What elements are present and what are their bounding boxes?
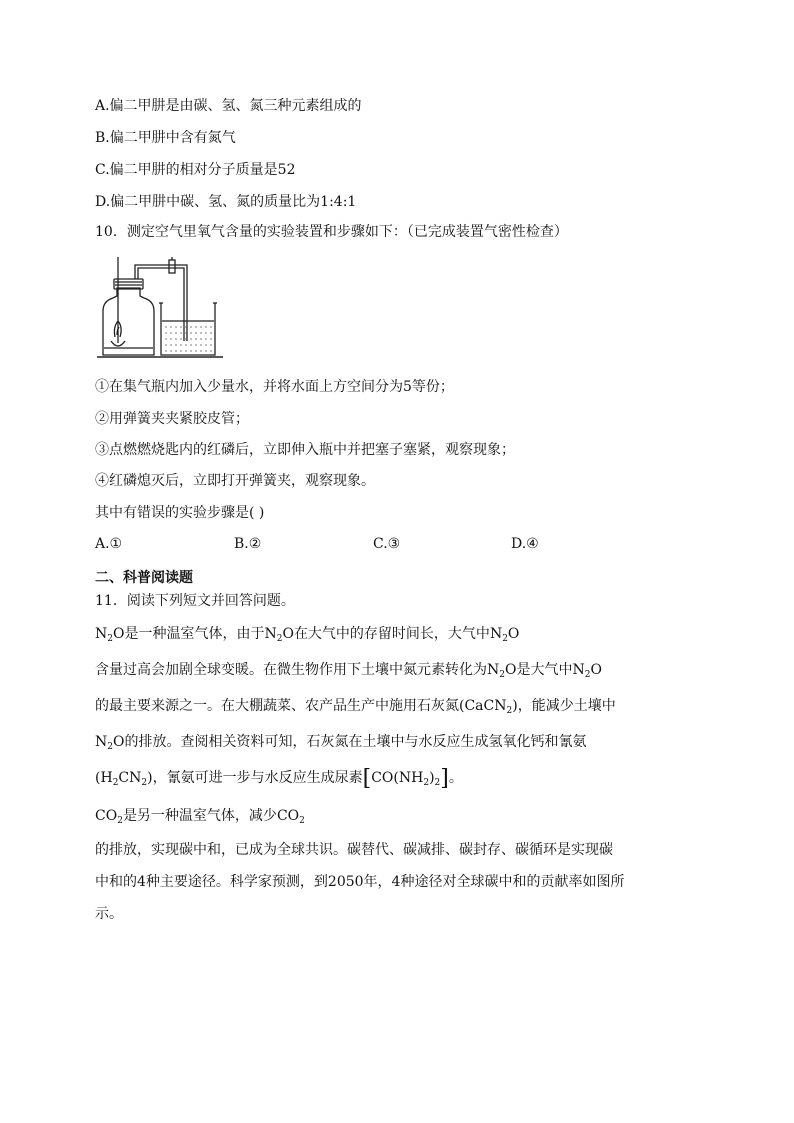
- q10-stem: 10．测定空气里氧气含量的实验装置和步骤如下：（已完成装置气密性检查）: [95, 224, 568, 240]
- q11-p1-line1: $N_2O$是一种温室气体，由于$N_2O$在大气中的存留时间长，大气中$N_2O$: [95, 626, 520, 644]
- q11-p1-line3: 的最主要来源之一。在大棚蔬菜、农产品生产中施用石灰氮(CaCN$_2$)，能减少土壤中: [95, 698, 616, 716]
- formula-n2o: $N_2O$: [264, 626, 294, 644]
- formula-co2: $CO_2$: [95, 808, 123, 826]
- formula-n2o: $N_2O$: [95, 734, 125, 752]
- q9-option-a: A.偏二甲肼是由碳、氢、氮三种元素组成的: [95, 98, 362, 114]
- section-heading: 二、科普阅读题: [95, 570, 193, 586]
- q11-stem: 11．阅读下列短文并回答问题。: [95, 593, 295, 609]
- q11-p2-line2: 的排放，实现碳中和，已成为全球共识。碳替代、碳减排、碳封存、碳循环是实现碳: [95, 842, 613, 858]
- formula-n2o: $N_2O$: [95, 626, 125, 644]
- q10-option-a: A.①: [95, 536, 123, 552]
- formula-n2o: $N_2O$: [572, 662, 602, 680]
- q11-p2-line3: 中和的4种主要途径。科学家预测，到2050年，4种途径对全球碳中和的贡献率如图所: [95, 874, 625, 890]
- formula-h2cn2: $(H_2CN_2)$: [95, 770, 153, 788]
- q11-p2-line4: 示。: [95, 906, 123, 922]
- q11-p2-line1: $CO_2$是另一种温室气体，减少$CO_2$: [95, 808, 305, 826]
- formula-cacn2: (CaCN$_2$): [459, 698, 518, 716]
- q11-p1-line4: $N_2O$的排放。查阅相关资料可知，石灰氮在土壤中与水反应生成氢氧化钙和氰氨: [95, 734, 587, 752]
- q10-question: 其中有错误的实验步骤是( ): [95, 505, 265, 521]
- formula-n2o: $N_2O$: [487, 662, 517, 680]
- formula-n2o: $N_2O$: [489, 626, 520, 644]
- q10-option-d: D.④: [511, 536, 539, 552]
- q10-step-4: ④红磷熄灭后，立即打开弹簧夹，观察现象。: [95, 473, 375, 489]
- q10-option-b: B.②: [234, 536, 262, 552]
- formula-urea: $[CO(NH_2)_2]$: [362, 766, 449, 791]
- q10-step-3: ③点燃燃烧匙内的红磷后，立即伸入瓶中并把塞子塞紧，观察现象；: [95, 442, 515, 458]
- q10-option-c: C.③: [373, 536, 401, 552]
- q9-option-c: C.偏二甲肼的相对分子质量是52: [95, 162, 296, 178]
- q10-step-1: ①在集气瓶内加入少量水，并将水面上方空间分为5等份；: [95, 379, 454, 395]
- q11-p1-line5: $(H_2CN_2)$，氰氨可进一步与水反应生成尿素$[CO(NH_2)_2]$。: [95, 766, 463, 791]
- formula-co2: $CO_2$: [276, 808, 305, 826]
- q11-p1-line2: 含量过高会加剧全球变暖。在微生物作用下土壤中氮元素转化为$N_2O$是大气中$N_2O$: [95, 662, 602, 680]
- experiment-apparatus-figure: [95, 253, 225, 363]
- q9-option-d: D.偏二甲肼中碳、氢、氮的质量比为1:4:1: [95, 194, 357, 210]
- q10-step-2: ②用弹簧夹夹紧胶皮管；: [95, 411, 249, 427]
- q9-option-b: B.偏二甲肼中含有氮气: [95, 130, 236, 146]
